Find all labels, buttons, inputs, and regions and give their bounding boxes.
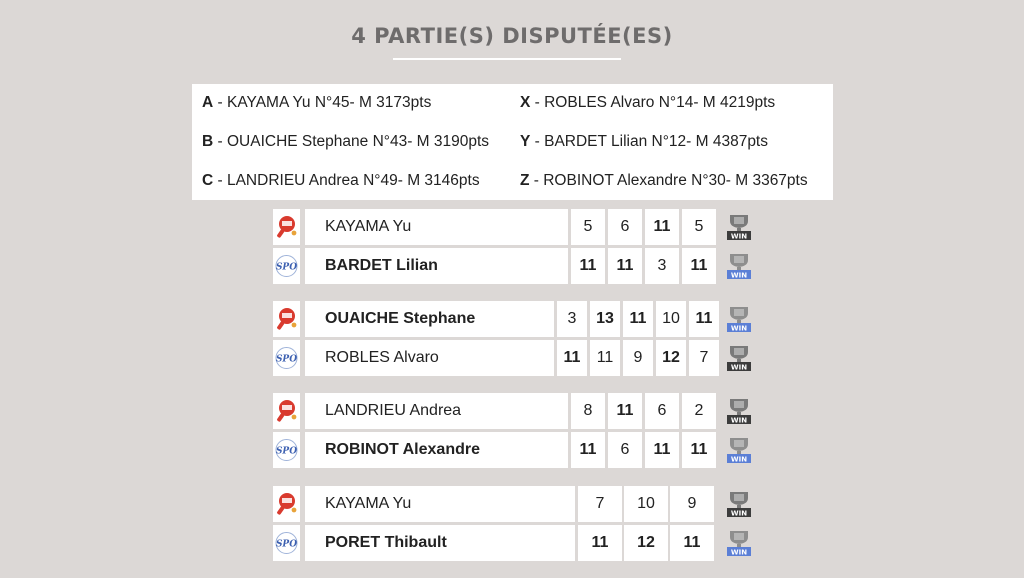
spo-club-icon — [273, 432, 300, 468]
set-score: 11 — [590, 340, 620, 376]
player-name: KAYAMA Yu — [305, 209, 568, 245]
player-info: - KAYAMA Yu N°45- M 3173pts — [213, 94, 432, 111]
svg-text:SPO: SPO — [275, 446, 298, 457]
player-x — [520, 94, 775, 112]
svg-text:WIN: WIN — [730, 548, 748, 557]
set-score: 11 — [578, 525, 622, 561]
set-score: 2 — [682, 393, 716, 429]
player-z — [520, 172, 808, 190]
win-trophy-icon — [725, 252, 753, 280]
set-score: 11 — [689, 301, 719, 337]
red-paddle-club-icon — [273, 486, 300, 522]
set-score: 12 — [624, 525, 668, 561]
svg-text:SPO: SPO — [275, 539, 298, 550]
win-trophy-icon — [725, 529, 753, 557]
set-score: 10 — [624, 486, 668, 522]
set-score: 6 — [608, 209, 642, 245]
set-score: 8 — [571, 393, 605, 429]
player-c — [202, 172, 480, 190]
svg-text:WIN: WIN — [730, 324, 748, 333]
set-score: 7 — [689, 340, 719, 376]
win-trophy-icon — [725, 305, 753, 333]
spo-club-icon — [273, 525, 300, 561]
player-letter: X — [520, 94, 531, 111]
gray-trophy-icon — [725, 213, 753, 241]
gray-trophy-icon — [725, 490, 753, 518]
player-name: BARDET Lilian — [305, 248, 568, 284]
set-score: 11 — [608, 248, 642, 284]
svg-text:WIN: WIN — [730, 455, 748, 464]
set-score: 11 — [682, 248, 716, 284]
player-info: - ROBLES Alvaro N°14- M 4219pts — [530, 94, 776, 111]
set-score: 3 — [557, 301, 587, 337]
set-score: 9 — [623, 340, 653, 376]
svg-text:SPO: SPO — [275, 354, 298, 365]
player-a — [202, 94, 431, 112]
player-name: ROBLES Alvaro — [305, 340, 554, 376]
red-paddle-club-icon — [273, 301, 300, 337]
svg-text:WIN: WIN — [730, 271, 748, 280]
player-name: KAYAMA Yu — [305, 486, 575, 522]
player-letter: Z — [520, 172, 530, 189]
player-name: ROBINOT Alexandre — [305, 432, 568, 468]
gray-trophy-icon — [725, 344, 753, 372]
player-info: - ROBINOT Alexandre N°30- M 3367pts — [529, 172, 808, 189]
player-info: - OUAICHE Stephane N°43- M 3190pts — [213, 133, 490, 150]
players-legend — [192, 84, 833, 200]
set-score: 7 — [578, 486, 622, 522]
set-score: 11 — [645, 432, 679, 468]
set-score: 6 — [645, 393, 679, 429]
svg-text:WIN: WIN — [730, 363, 748, 372]
player-b — [202, 133, 489, 151]
svg-text:WIN: WIN — [730, 509, 748, 518]
set-score: 13 — [590, 301, 620, 337]
svg-text:WIN: WIN — [730, 232, 748, 241]
win-trophy-icon — [725, 436, 753, 464]
set-score: 6 — [608, 432, 642, 468]
set-score: 11 — [645, 209, 679, 245]
player-y — [520, 133, 768, 151]
svg-text:SPO: SPO — [275, 262, 298, 273]
gray-trophy-icon — [725, 397, 753, 425]
set-score: 11 — [682, 432, 716, 468]
set-score: 11 — [571, 432, 605, 468]
player-letter: A — [202, 94, 214, 111]
spo-club-icon — [273, 340, 300, 376]
player-name: PORET Thibault — [305, 525, 575, 561]
red-paddle-club-icon — [273, 209, 300, 245]
player-info: - LANDRIEU Andrea N°49- M 3146pts — [213, 172, 480, 189]
set-score: 10 — [656, 301, 686, 337]
spo-club-icon — [273, 248, 300, 284]
player-letter: Y — [520, 133, 531, 150]
set-score: 11 — [670, 525, 714, 561]
set-score: 3 — [645, 248, 679, 284]
player-name: LANDRIEU Andrea — [305, 393, 568, 429]
player-name: OUAICHE Stephane — [305, 301, 554, 337]
set-score: 5 — [682, 209, 716, 245]
set-score: 5 — [571, 209, 605, 245]
red-paddle-club-icon — [273, 393, 300, 429]
set-score: 9 — [670, 486, 714, 522]
set-score: 11 — [608, 393, 642, 429]
set-score: 11 — [571, 248, 605, 284]
set-score: 11 — [557, 340, 587, 376]
svg-text:WIN: WIN — [730, 416, 748, 425]
player-letter: C — [202, 172, 214, 189]
player-info: - BARDET Lilian N°12- M 4387pts — [530, 133, 768, 150]
set-score: 11 — [623, 301, 653, 337]
player-letter: B — [202, 133, 214, 150]
page-title: 4 PARTIE(S) DISPUTÉE(ES) — [351, 24, 673, 48]
title-underline — [393, 58, 621, 60]
set-score: 12 — [656, 340, 686, 376]
